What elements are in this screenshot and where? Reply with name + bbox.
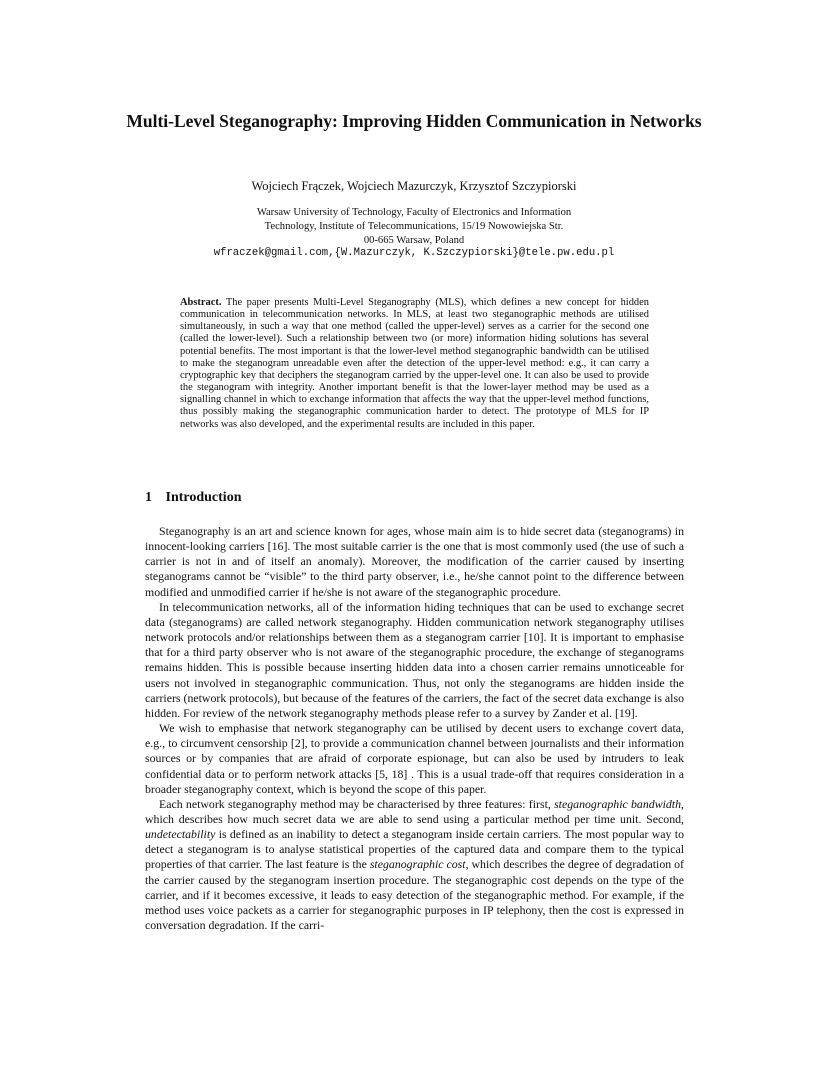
author-emails: wfraczek@gmail.com,{W.Mazurczyk, K.Szczypiorski}@tele.pw.edu.pl	[213, 247, 615, 260]
paragraph-1: Steganography is an art and science known for ages, whose main aim is to hide secret data (steganograms) in innocent-looking carriers [16]. The most suitable carrier is the one that is most commonly used (the use of such a carrier is not in and of itself an anomaly). Moreover, the modification of the carrier caused by inserting steganograms cannot be “visible” to the third party observer, i.e., he/she cannot point to the difference between modified and unmodified carrier if he/she is not aware of the steganographic procedure.	[145, 524, 684, 599]
paragraph-3: We wish to emphasise that network steganography can be utilised by decent users to exchange covert data, e.g., to circumvent censorship [2], to provide a communication channel between journalists and their information sources or by companies that are afraid of corporate espionage, but can also be used by intruders to leak confidential data or to perform network attacks [5, 18] . This is a usual trade-off that requires consideration in a broader steganography context, which is beyond the scope of this paper.	[145, 721, 684, 796]
term-steganographic-bandwidth: steganographic bandwidth	[554, 796, 682, 811]
paragraph-4-text-1: Each network steganography method may be characterised by three features: first,	[159, 796, 555, 811]
abstract	[180, 297, 649, 431]
term-steganographic-cost: steganographic cost	[369, 857, 466, 872]
term-undetectability: undetectability	[145, 827, 216, 842]
paper-title: Multi-Level Steganography: Improving Hidden Communication in Networks	[126, 111, 702, 131]
affiliation-line-3: 00-665 Warsaw, Poland	[363, 234, 465, 246]
abstract-label: Abstract.	[180, 297, 222, 308]
paragraph-4-text-4: , which describes the degree of degradation of the carrier caused by the steganogram insertion procedure. The steganographic cost depends on the type of the carrier, and if it becomes excessive, it leads to easy detection of the steganographic method. For example, if the method uses voice packets as a carrier for steganographic purposes in IP telephony, then the cost is expressed in conversation degradation. If the carri-	[145, 857, 684, 933]
paragraph-2: In telecommunication networks, all of the information hiding techniques that can be used to exchange secret data (steganograms) are called network steganography. Hidden communication network steganography utilises network protocols and/or relationships between them as a steganogram carrier [10]. It is important to emphasise that for a third party observer who is not aware of the steganographic procedure, the exchange of steganograms remains hidden. This is possible because inserting hidden data into a chosen carrier remains unnoticeable for users not involved in steganographic communication. Thus, not only the steganograms are hidden inside the carriers (network protocols), but because of the features of the carriers, the fact of the secret data exchange is also hidden. For review of the network steganography methods please refer to a survey by Zander et al. [19].	[145, 599, 684, 720]
abstract-text: The paper presents Multi-Level Steganography (MLS), which defines a new concept for hidden communication in telecommunication networks. In MLS, at least two steganographic methods are utilised simultaneously, in such a way that one method (called the upper-level) serves as a carrier for the second one (called the lower-level). Such a relationship between two (or more) information hiding solutions has several potential benefits. The most important is that the lower-level method steganographic bandwidth can be utilised to make the steganogram unreadable even after the detection of the upper-level method: e.g., it can carry a cryptographic key that deciphers the steganogram carried by the upper-level one. It can also be used to provide the steganogram with integrity. Another important benefit is that the lower-layer method may be used as a signalling channel in which to exchange information that affects the way that the upper-level method functions, thus possibly making the steganographic communication harder to detect. The prototype of MLS for IP networks was also developed, and the experimental results are included in this paper.	[180, 297, 649, 430]
section-heading-introduction	[145, 489, 241, 507]
affiliation-line-1: Warsaw University of Technology, Faculty of Electronics and Information	[256, 207, 572, 218]
paragraph-4-text-2: , which describes how much secret data we are able to send using a particular method per time unit. Second,	[145, 796, 684, 826]
author-list: Wojciech Frączek, Wojciech Mazurczyk, Krzysztof Szczypiorski	[251, 179, 577, 193]
affiliation-line-2: Technology, Institute of Telecommunications, 15/19 Nowowiejska Str.	[264, 220, 564, 232]
affiliation-block	[160, 206, 668, 261]
paragraph-4	[145, 797, 684, 933]
section-number: 1	[145, 490, 152, 505]
paragraph-4-text-3: is defined as an inability to detect a steganogram inside certain carriers. The most popular way to detect a steganogram is to analyse statistical properties of the captured data and compare them to the typical properties of that carrier. The last feature is the	[145, 827, 684, 872]
section-title: Introduction	[165, 490, 242, 505]
introduction-body	[145, 524, 684, 933]
